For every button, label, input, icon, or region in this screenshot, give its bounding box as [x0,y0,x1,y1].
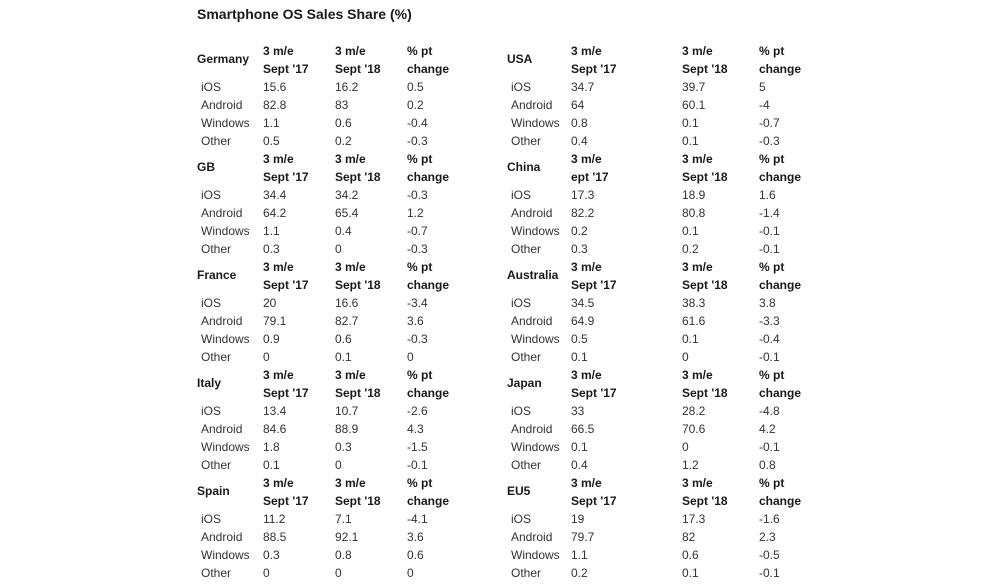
row-label: Windows [201,332,250,346]
data-cell: 0.6 [407,548,424,562]
row-label: iOS [201,188,222,202]
column-header-line: Sept '17 [263,386,309,400]
data-cell: 0 [263,350,270,364]
data-cell: 0.1 [263,458,280,472]
column-header-line: % pt [407,260,433,274]
data-cell: -0.1 [759,350,780,364]
data-cell: 1.2 [682,458,699,472]
data-cell: 3.8 [759,296,776,310]
column-header-line: 3 m/e [571,476,602,490]
column-header [335,258,381,294]
row-label: Other [511,350,542,364]
data-cell: -0.7 [407,224,428,238]
data-cell: 79.7 [571,530,595,544]
row-label: Other [511,458,542,472]
column-header-line: % pt [759,44,785,58]
column-header [407,366,449,402]
data-cell: 34.7 [571,80,595,94]
row-label: iOS [511,512,532,526]
row-label: iOS [201,80,222,94]
data-cell: 1.1 [571,548,588,562]
column-header [335,474,381,510]
region-name: EU5 [507,484,531,498]
row-label: Other [201,242,232,256]
data-cell: 0.1 [682,566,699,580]
region-name: Japan [507,376,542,390]
column-header-line: 3 m/e [682,44,713,58]
data-cell: 83 [335,98,349,112]
data-cell: 0.1 [571,440,588,454]
data-cell: 19 [571,512,585,526]
column-header [682,258,728,294]
column-header [759,474,801,510]
column-header [571,366,617,402]
region-name: France [197,268,237,282]
data-cell: 80.8 [682,206,706,220]
column-header-line: change [407,62,450,76]
data-cell: 82.8 [263,98,287,112]
row-label: iOS [511,296,532,310]
data-cell: 0.6 [335,116,352,130]
row-label: iOS [511,404,532,418]
data-cell: -4.1 [407,512,428,526]
column-header-line: Sept '17 [263,62,309,76]
row-label: Other [511,134,542,148]
data-cell: 0.6 [682,548,699,562]
column-header [407,42,449,78]
column-header-line: change [407,494,450,508]
data-cell: 1.2 [407,206,424,220]
row-label: Other [201,134,232,148]
row-label: Android [201,422,243,436]
data-cell: -4 [759,98,770,112]
row-label: Android [201,206,243,220]
data-cell: 0 [682,440,689,454]
column-header-line: Sept '17 [571,494,617,508]
data-cell: 34.4 [263,188,287,202]
column-header-line: change [759,278,802,292]
data-cell: 11.2 [263,512,286,526]
data-cell: 65.4 [335,206,359,220]
column-header [407,474,449,510]
column-header-line: Sept '18 [335,494,381,508]
row-label: Android [511,530,553,544]
data-cell: 66.5 [571,422,595,436]
data-cell: -1.5 [407,440,428,454]
data-cell: 88.5 [263,530,287,544]
column-header-line: % pt [407,476,433,490]
data-cell: -0.3 [407,242,428,256]
column-header-line: 3 m/e [335,152,366,166]
column-header-line: 3 m/e [571,44,602,58]
column-header-line: Sept '18 [682,278,728,292]
data-cell: 61.6 [682,314,706,328]
column-header [263,366,309,402]
data-cell: 64.2 [263,206,287,220]
column-header [407,150,449,186]
data-cell: 17.3 [682,512,706,526]
data-cell: 70.6 [682,422,706,436]
data-cell: 16.2 [335,80,359,94]
data-cell: 0.5 [407,80,424,94]
region-name: Italy [197,376,222,390]
region-name: China [507,160,541,174]
row-label: Other [201,458,232,472]
data-cell: -4.8 [759,404,780,418]
column-header-line: Sept '18 [335,278,381,292]
data-cell: -0.1 [759,224,780,238]
column-header [263,474,309,510]
row-label: Windows [201,224,250,238]
data-cell: 4.2 [759,422,776,436]
row-label: Other [511,242,542,256]
column-header-line: % pt [759,368,785,382]
column-header [682,42,728,78]
data-cell: 18.9 [682,188,706,202]
data-cell: 5 [759,80,766,94]
data-cell: 0.4 [335,224,352,238]
data-cell: -0.3 [407,332,428,346]
data-cell: 79.1 [263,314,287,328]
column-header-line: change [759,494,802,508]
data-cell: 0.4 [571,134,588,148]
column-header [571,150,609,186]
data-cell: 84.6 [263,422,287,436]
row-label: Android [511,98,553,112]
data-cell: -0.4 [407,116,428,130]
data-cell: 0.1 [682,116,699,130]
data-cell: 1.1 [263,116,280,130]
column-header [335,366,381,402]
column-header [263,42,309,78]
data-cell: 34.2 [335,188,359,202]
column-header-line: change [759,170,802,184]
data-cell: 0.3 [263,242,280,256]
data-cell: 0 [335,242,342,256]
column-header [571,258,617,294]
row-label: Windows [511,116,560,130]
data-cell: 0.2 [407,98,424,112]
column-header-line: 3 m/e [263,476,294,490]
row-label: iOS [201,512,222,526]
row-label: Other [201,566,232,580]
region-name: GB [197,160,215,174]
column-header-line: 3 m/e [335,368,366,382]
column-header-line: % pt [759,260,785,274]
data-cell: 64.9 [571,314,595,328]
row-label: Windows [511,332,560,346]
row-label: iOS [201,296,222,310]
column-header [759,42,801,78]
column-header [682,150,728,186]
column-header-line: change [759,62,802,76]
data-cell: 0.5 [571,332,588,346]
column-header-line: 3 m/e [682,152,713,166]
data-cell: -0.7 [759,116,780,130]
region-name: Spain [197,484,230,498]
row-label: Android [511,422,553,436]
column-header-line: Sept '17 [571,386,617,400]
data-cell: 82 [682,530,696,544]
data-cell: 1.6 [759,188,776,202]
data-cell: 82.2 [571,206,595,220]
data-cell: 3.6 [407,314,424,328]
data-cell: -0.5 [759,548,780,562]
data-cell: 92.1 [335,530,359,544]
data-cell: -0.1 [407,458,428,472]
data-cell: -0.4 [759,332,780,346]
column-header-line: Sept '17 [571,278,617,292]
column-header [263,258,309,294]
data-cell: -0.1 [759,242,780,256]
column-header [682,474,728,510]
column-header-line: Sept '18 [682,386,728,400]
column-header [571,474,617,510]
row-label: Android [201,314,243,328]
data-cell: 0 [263,566,270,580]
column-header-line: 3 m/e [571,368,602,382]
data-cell: -0.1 [759,440,780,454]
data-cell: 0.4 [571,458,588,472]
data-cell: 88.9 [335,422,359,436]
column-header [682,366,728,402]
column-header-line: 3 m/e [263,368,294,382]
column-header-line: Sept '17 [263,170,309,184]
row-label: Android [511,314,553,328]
column-header-line: Sept '18 [682,62,728,76]
column-header-line: 3 m/e [571,152,602,166]
data-cell: 0.2 [335,134,352,148]
data-cell: 0.8 [335,548,352,562]
data-cell: 28.2 [682,404,706,418]
data-cell: 82.7 [335,314,359,328]
data-cell: 0 [407,566,414,580]
column-header-line: change [407,170,450,184]
data-cell: 15.6 [263,80,287,94]
row-label: Android [201,530,243,544]
row-label: Android [511,206,553,220]
column-header-line: Sept '18 [335,62,381,76]
data-cell: 10.7 [335,404,359,418]
data-cell: 20 [263,296,277,310]
column-header-line: 3 m/e [682,260,713,274]
column-header-line: 3 m/e [335,260,366,274]
data-cell: 0 [335,458,342,472]
data-cell: 33 [571,404,585,418]
column-header-line: % pt [407,152,433,166]
region-name: Germany [197,52,250,66]
data-cell: 38.3 [682,296,706,310]
data-cell: 0.8 [759,458,776,472]
row-label: iOS [201,404,222,418]
row-label: iOS [511,188,532,202]
data-cell: 0.3 [263,548,280,562]
data-cell: 16.6 [335,296,359,310]
row-label: Windows [201,440,250,454]
data-cell: 39.7 [682,80,706,94]
data-cell: 0.9 [263,332,280,346]
data-cell: 0.1 [682,134,699,148]
region-name: Australia [507,268,559,282]
data-cell: 0.8 [571,116,588,130]
column-header [759,150,801,186]
data-cell: 0 [407,350,414,364]
data-cell: 0.1 [335,350,352,364]
data-cell: 17.3 [571,188,595,202]
column-header-line: % pt [407,368,433,382]
column-header-line: change [407,386,450,400]
data-cell: 0.5 [263,134,280,148]
column-header [759,258,801,294]
column-header-line: Sept '18 [682,170,728,184]
data-cell: 3.6 [407,530,424,544]
column-header-line: 3 m/e [682,476,713,490]
column-header-line: ept '17 [571,170,609,184]
column-header-line: % pt [759,152,785,166]
data-cell: 60.1 [682,98,706,112]
data-cell: -1.4 [759,206,780,220]
data-cell: 0.3 [335,440,352,454]
data-cell: 0 [335,566,342,580]
row-label: Windows [201,116,250,130]
column-header-line: % pt [759,476,785,490]
column-header-line: Sept '17 [571,62,617,76]
row-label: Android [201,98,243,112]
row-label: Other [201,350,232,364]
data-cell: -0.1 [759,566,780,580]
row-label: Windows [201,548,250,562]
column-header [335,42,381,78]
data-cell: 0.2 [571,566,588,580]
column-header-line: 3 m/e [263,152,294,166]
data-cell: 0.2 [682,242,699,256]
column-header-line: 3 m/e [335,476,366,490]
column-header [335,150,381,186]
data-cell: -2.6 [407,404,428,418]
column-header-line: Sept '18 [335,170,381,184]
data-cell: 13.4 [263,404,287,418]
data-cell: 0.6 [335,332,352,346]
data-cell: 64 [571,98,585,112]
column-header-line: 3 m/e [263,260,294,274]
data-cell: -3.3 [759,314,780,328]
data-cell: -1.6 [759,512,780,526]
row-label: Windows [511,440,560,454]
column-header [571,42,617,78]
data-cell: 0.1 [571,350,588,364]
column-header-line: Sept '17 [263,278,309,292]
data-cell: 0 [682,350,689,364]
data-cell: 0.1 [682,332,699,346]
column-header-line: change [759,386,802,400]
column-header-line: 3 m/e [571,260,602,274]
data-cell: 7.1 [335,512,352,526]
row-label: iOS [511,80,532,94]
data-cell: 2.3 [759,530,776,544]
row-label: Other [511,566,542,580]
data-cell: 1.8 [263,440,280,454]
data-cell: 34.5 [571,296,595,310]
data-cell: 4.3 [407,422,424,436]
column-header-line: Sept '17 [263,494,309,508]
region-name: USA [507,52,533,66]
column-header [263,150,309,186]
column-header [407,258,449,294]
data-cell: -0.3 [759,134,780,148]
data-cell: 0.1 [682,224,699,238]
column-header-line: % pt [407,44,433,58]
data-cell: 1.1 [263,224,280,238]
data-cell: -0.3 [407,188,428,202]
row-label: Windows [511,224,560,238]
column-header-line: Sept '18 [335,386,381,400]
column-header-line: 3 m/e [682,368,713,382]
column-header [759,366,801,402]
column-header-line: Sept '18 [682,494,728,508]
column-header-line: change [407,278,450,292]
data-cell: -0.3 [407,134,428,148]
data-cell: 0.3 [571,242,588,256]
column-header-line: 3 m/e [335,44,366,58]
data-cell: -3.4 [407,296,428,310]
row-label: Windows [511,548,560,562]
data-cell: 0.2 [571,224,588,238]
chart-title: Smartphone OS Sales Share (%) [197,6,412,22]
column-header-line: 3 m/e [263,44,294,58]
